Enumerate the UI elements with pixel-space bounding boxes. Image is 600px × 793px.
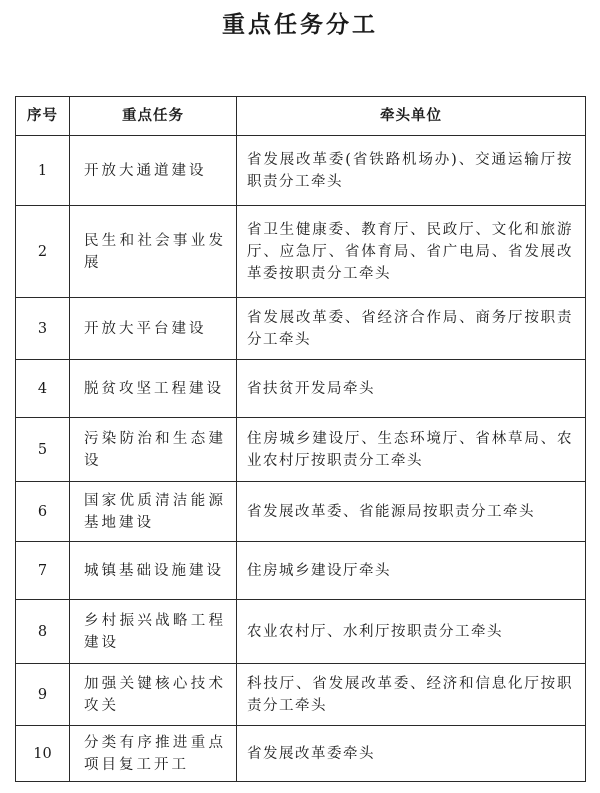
header-task: 重点任务 <box>70 97 237 136</box>
row-number: 8 <box>16 600 70 664</box>
row-number: 6 <box>16 482 70 542</box>
row-number: 5 <box>16 418 70 482</box>
row-lead-unit: 省发展改革委、省经济合作局、商务厅按职责分工牵头 <box>237 298 586 360</box>
table-row <box>16 360 586 418</box>
row-lead-unit: 省发展改革委(省铁路机场办)、交通运输厅按职责分工牵头 <box>237 136 586 206</box>
row-lead-unit: 住房城乡建设厅牵头 <box>237 542 586 600</box>
table-row <box>16 664 586 726</box>
table-header-row <box>16 97 586 136</box>
row-task: 国家优质清洁能源基地建设 <box>70 482 237 542</box>
row-lead-unit: 省发展改革委牵头 <box>237 726 586 782</box>
table-row <box>16 298 586 360</box>
row-task: 城镇基础设施建设 <box>70 542 237 600</box>
row-number: 3 <box>16 298 70 360</box>
table-row <box>16 600 586 664</box>
row-task: 脱贫攻坚工程建设 <box>70 360 237 418</box>
header-lead-unit: 牵头单位 <box>237 97 586 136</box>
table-row <box>16 136 586 206</box>
row-task: 分类有序推进重点项目复工开工 <box>70 726 237 782</box>
row-lead-unit: 科技厅、省发展改革委、经济和信息化厅按职责分工牵头 <box>237 664 586 726</box>
row-task: 民生和社会事业发展 <box>70 206 237 298</box>
row-number: 2 <box>16 206 70 298</box>
row-number: 7 <box>16 542 70 600</box>
row-task: 污染防治和生态建设 <box>70 418 237 482</box>
row-task: 加强关键核心技术攻关 <box>70 664 237 726</box>
row-number: 10 <box>16 726 70 782</box>
row-lead-unit: 农业农村厅、水利厅按职责分工牵头 <box>237 600 586 664</box>
row-number: 4 <box>16 360 70 418</box>
table-row <box>16 542 586 600</box>
row-lead-unit: 住房城乡建设厅、生态环境厅、省林草局、农业农村厅按职责分工牵头 <box>237 418 586 482</box>
task-assignment-table <box>15 96 586 782</box>
row-number: 1 <box>16 136 70 206</box>
table-row <box>16 726 586 782</box>
table-row <box>16 482 586 542</box>
header-number: 序号 <box>16 97 70 136</box>
row-lead-unit: 省卫生健康委、教育厅、民政厅、文化和旅游厅、应急厅、省体育局、省广电局、省发展改革委按职责分工牵头 <box>237 206 586 298</box>
row-task: 乡村振兴战略工程建设 <box>70 600 237 664</box>
row-lead-unit: 省发展改革委、省能源局按职责分工牵头 <box>237 482 586 542</box>
document-title: 重点任务分工 <box>222 11 378 38</box>
row-task: 开放大平台建设 <box>70 298 237 360</box>
table-row <box>16 206 586 298</box>
row-task: 开放大通道建设 <box>70 136 237 206</box>
row-number: 9 <box>16 664 70 726</box>
row-lead-unit: 省扶贫开发局牵头 <box>237 360 586 418</box>
table-row <box>16 418 586 482</box>
